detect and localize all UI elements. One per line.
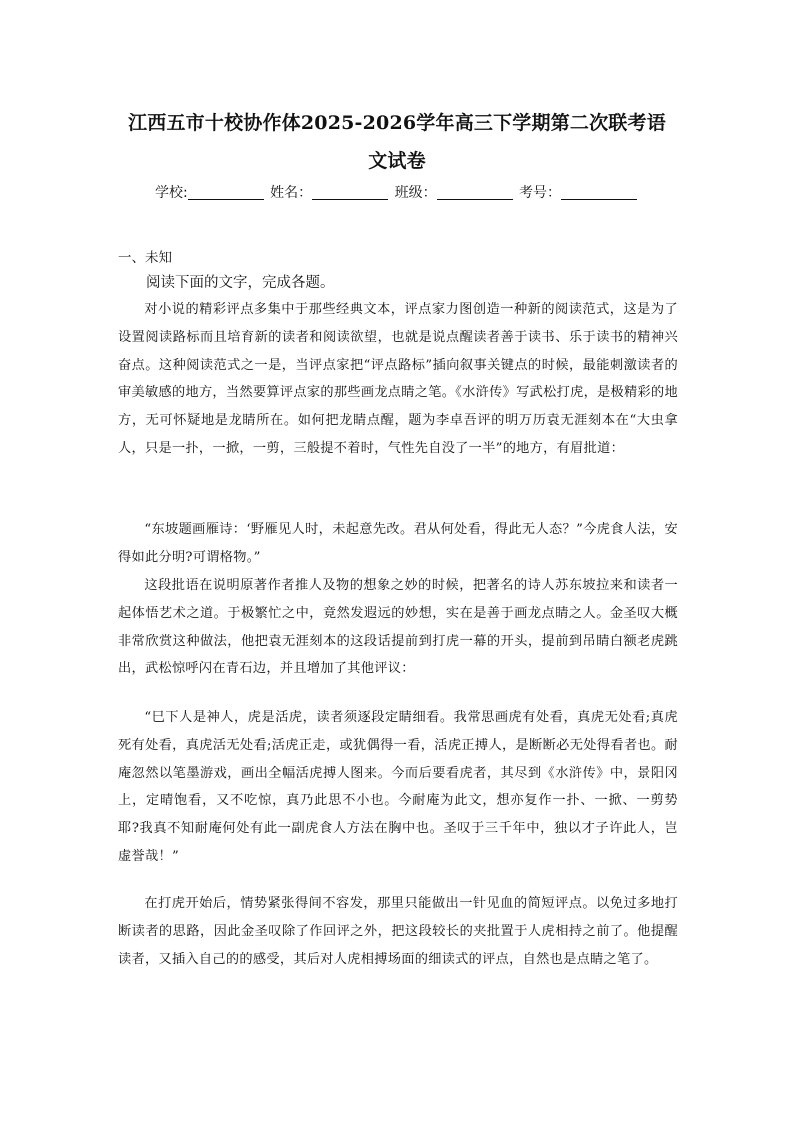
school-label: 学校: xyxy=(154,185,188,201)
student-info-row xyxy=(0,182,794,202)
passage-paragraph-4: “巳下人是神人，虎是活虎，读者须逐段定睛细看。我常思画虎有处看，真虎无处看;真虎死有处看，真虎活无处看;活虎正走，或犹偶得一看，活虎正搏人，是断断必无处得看者也。耐庵忽然以笔墨游戏，画出全幅活虎搏人图来。今而后要看虎者，其尽到《水浒传》中，景阳冈上，定晴饱看，又不吃惊，真乃此思不小也。今耐庵为此文，想亦复作一扑、一掀、一剪势耶?我真不知耐庵何处有此一副虎食人方法在胸中也。圣叹于三千年中，独以才子许此人，岂虚誉哉！” xyxy=(118,710,678,864)
passage-paragraph-2: “东坡题画雁诗：‘野雁见人时，未起意先改。君从何处看，得此无人态？”今虎食人法，安得如此分明?可谓格物。” xyxy=(118,522,678,565)
class-label: 班级： xyxy=(394,185,437,201)
reading-instruction: 阅读下面的文字，完成各题。 xyxy=(146,275,335,291)
passage-paragraph-5: 在打虎开始后，情势紧张得间不容发，那里只能做出一针见血的简短评点。以免过多地打断读者的思路，因此金圣叹除了作回评之外，把这段较长的夹批置于人虎相持之前了。他提醒读者，又插入自己的的感受，其后对人虎相搏场面的细读式的评点，自然也是点睛之笔了。 xyxy=(118,896,678,967)
school-blank[interactable] xyxy=(188,185,264,200)
class-blank[interactable] xyxy=(437,185,513,200)
passage-paragraph-1: 对小说的精彩评点多集中于那些经典文本，评点家力图创造一种新的阅读范式，这是为了设置阅读路标而且培育新的读者和阅读欲望，也就是说点醒读者善于读书、乐于读书的精神兴奋点。这种阅读范式之一是，当评点家把“评点路标”插向叙事关键点的时候，最能刺激读者的审美敏感的地方，当然要算评点家的那些画龙点睛之笔。《水浒传》写武松打虎，是极精彩的地方，无可怀疑地是龙睛所在。如何把龙睛点醒，题为李卓吾评的明万历袁无涯刻本在“大虫拿人，只是一扑，一掀，一剪，三般提不着时，气性先自没了一半”的地方，有眉批道： xyxy=(118,302,678,456)
exam-title xyxy=(118,104,676,180)
passage-paragraph-3: 这段批语在说明原著作者推人及物的想象之妙的时候，把著名的诗人苏东坡拉来和读者一起体悟艺术之道。于极繁忙之中，竟然发遐远的妙想，实在是善于画龙点睛之人。金圣叹大概非常欣赏这种做法，他把袁无涯刻本的这段话提前到打虎一幕的开头，提前到吊睛白额老虎跳出，武松惊呼闪在青石边，并且增加了其他评议： xyxy=(118,578,678,677)
section-heading: 一、未知 xyxy=(118,250,172,266)
title-line-2: 文试卷 xyxy=(368,150,426,172)
title-line-1: 江西五市十校协作体2025-2026学年高三下学期第二次联考语 xyxy=(128,112,666,134)
number-blank[interactable] xyxy=(561,185,637,200)
name-blank[interactable] xyxy=(312,185,388,200)
name-label: 姓名： xyxy=(270,185,313,201)
number-label: 考号： xyxy=(519,185,562,201)
